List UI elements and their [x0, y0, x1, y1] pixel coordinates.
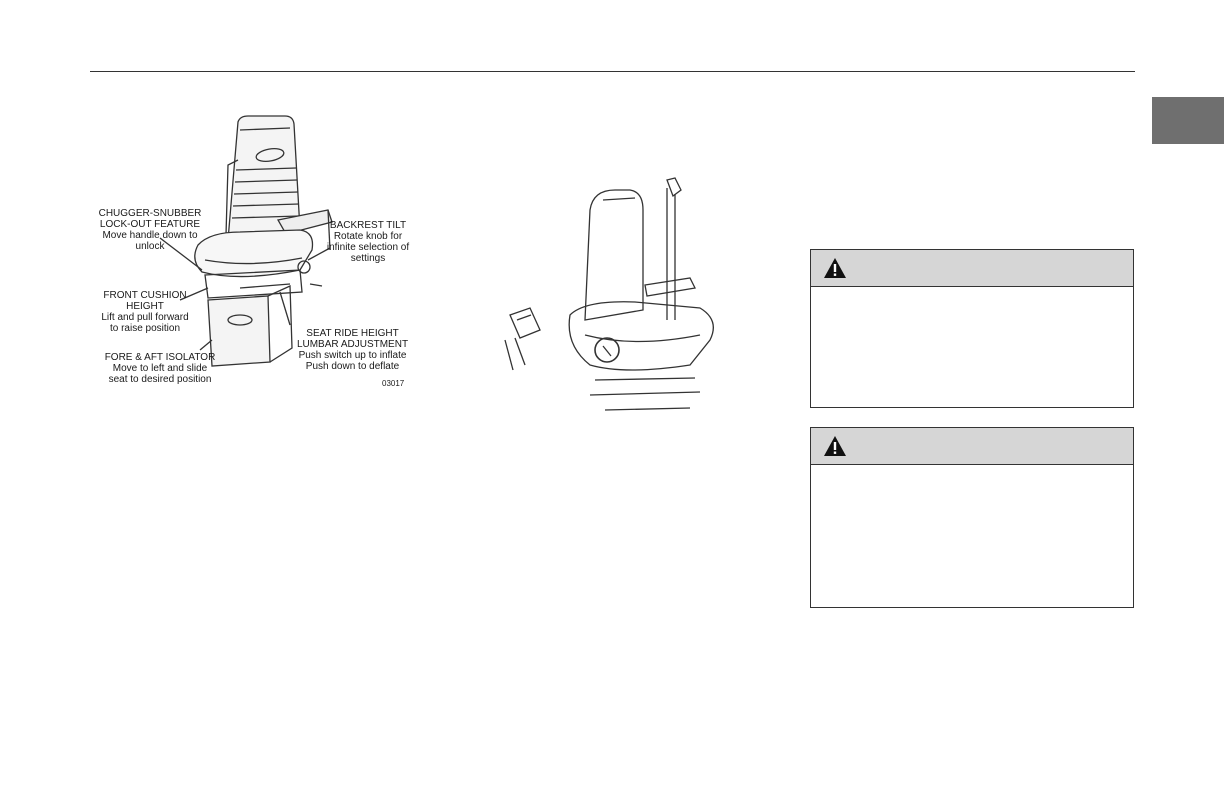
seat-belt-illustration	[495, 170, 730, 425]
warning-box-1	[810, 249, 1134, 408]
callout-chugger: CHUGGER-SNUBBER LOCK-OUT FEATURE Move handle down to unlock	[98, 208, 202, 252]
header-rule	[90, 71, 1135, 72]
warning-header	[811, 428, 1133, 465]
seat-belt-figure	[495, 170, 730, 425]
warning-triangle-icon	[823, 435, 847, 457]
seat-adjustment-figure	[90, 110, 420, 400]
warning-box-2	[810, 427, 1134, 608]
callout-backrest-tilt: BACKREST TILT Rotate knob for infinite selection of settings	[326, 220, 410, 264]
figure-code: 03017	[382, 379, 405, 388]
callout-fore-aft-isolator: FORE & AFT ISOLATOR Move to left and slide seat to desired position	[104, 352, 216, 385]
warning-header	[811, 250, 1133, 287]
warning-triangle-icon	[823, 257, 847, 279]
section-tab	[1152, 97, 1224, 144]
callout-front-cushion: FRONT CUSHION HEIGHT Lift and pull forward to raise position	[101, 290, 189, 334]
callout-seat-ride-height: SEAT RIDE HEIGHT LUMBAR ADJUSTMENT Push switch up to inflate Push down to deflate	[296, 328, 409, 372]
